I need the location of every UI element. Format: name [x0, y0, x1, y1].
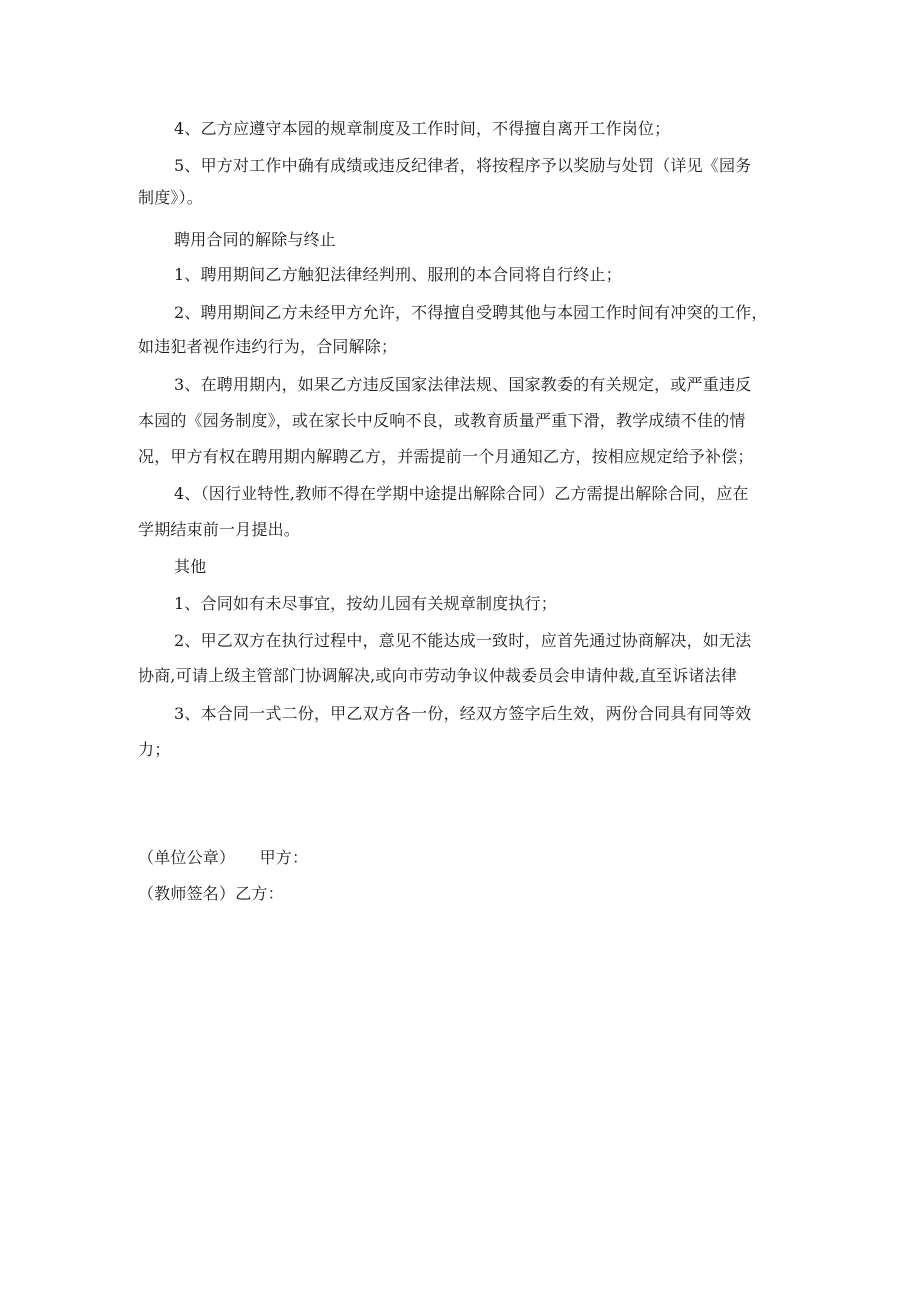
termination-heading: 聘用合同的解除与终止	[174, 230, 337, 249]
other-item-3-line-2: 力；	[138, 740, 171, 759]
conduct-item-5-line-2: 制度》）。	[138, 188, 204, 207]
conduct-item-5-line-1: 5、甲方对工作中确有成绩或违反纪律者，将按程序予以奖励与处罚（详见《园务	[174, 156, 752, 175]
signature-party-a: （单位公章） 甲方：	[138, 848, 309, 867]
termination-item-3-line-2: 本园的《园务制度》，或在家长中反响不良，或教育质量严重下滑，教学成绩不佳的情	[138, 411, 746, 430]
termination-item-3-line-1: 3、在聘用期内，如果乙方违反国家法律法规、国家教委的有关规定，或严重违反	[174, 375, 752, 394]
other-item-2-line-2: 协商,可请上级主管部门协调解决,或向市劳动争议仲裁委员会申请仲裁,直至诉诸法律	[138, 666, 738, 685]
other-item-1: 1、合同如有未尽事宜，按幼儿园有关规章制度执行；	[174, 594, 557, 613]
other-item-3-line-1: 3、本合同一式二份，甲乙双方各一份，经双方签字后生效，两份合同具有同等效	[174, 704, 752, 723]
termination-item-1: 1、聘用期间乙方触犯法律经判刑、服刑的本合同将自行终止；	[174, 265, 622, 284]
termination-item-4-line-2: 学期结束前一月提出。	[138, 520, 301, 539]
signature-party-b: （教师签名）乙方：	[138, 884, 284, 903]
termination-item-4-line-1: 4、（因行业特性,教师不得在学期中途提出解除合同）乙方需提出解除合同，应在	[174, 484, 749, 503]
other-item-2-line-1: 2、甲乙双方在执行过程中，意见不能达成一致时，应首先通过协商解决，如无法	[174, 631, 752, 650]
termination-item-2-line-2: 如违犯者视作违约行为，合同解除；	[138, 337, 398, 356]
termination-item-3-line-3: 况，甲方有权在聘用期内解聘乙方，并需提前一个月通知乙方，按相应规定给予补偿；	[138, 447, 754, 466]
other-heading: 其他	[174, 557, 207, 576]
termination-item-2-line-1: 2、聘用期间乙方未经甲方允许，不得擅自受聘其他与本园工作时间有冲突的工作，	[174, 303, 768, 322]
conduct-item-4: 4、乙方应遵守本园的规章制度及工作时间，不得擅自离开工作岗位；	[174, 119, 671, 138]
